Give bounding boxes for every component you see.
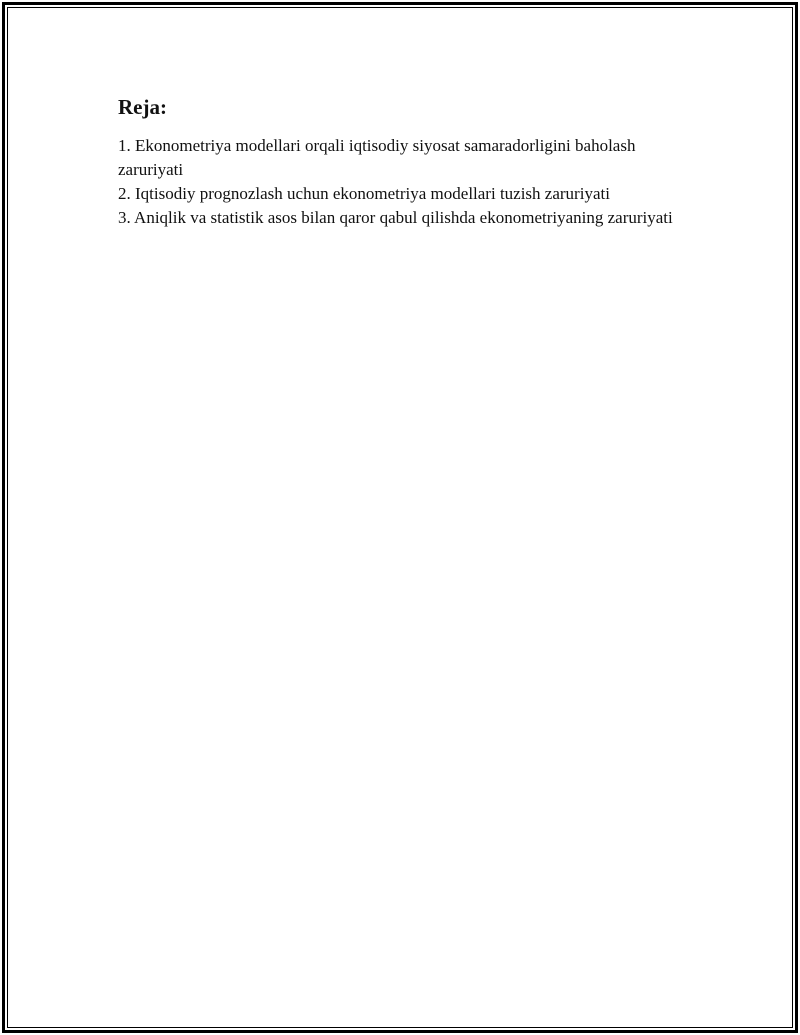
plan-item-3: 3. Aniqlik va statistik asos bilan qaror qabul qilishda ekonometriyaning zaruriyati bbox=[118, 208, 673, 227]
plan-item-2: 2. Iqtisodiy prognozlash uchun ekonometriya modellari tuzish zaruriyati bbox=[118, 184, 610, 203]
document-content bbox=[118, 94, 698, 230]
plan-item-1: 1. Ekonometriya modellari orqali iqtisodiy siyosat samaradorligini baholash zaruriyati bbox=[118, 136, 636, 179]
plan-heading: Reja: bbox=[118, 95, 167, 119]
plan-list bbox=[118, 134, 698, 230]
